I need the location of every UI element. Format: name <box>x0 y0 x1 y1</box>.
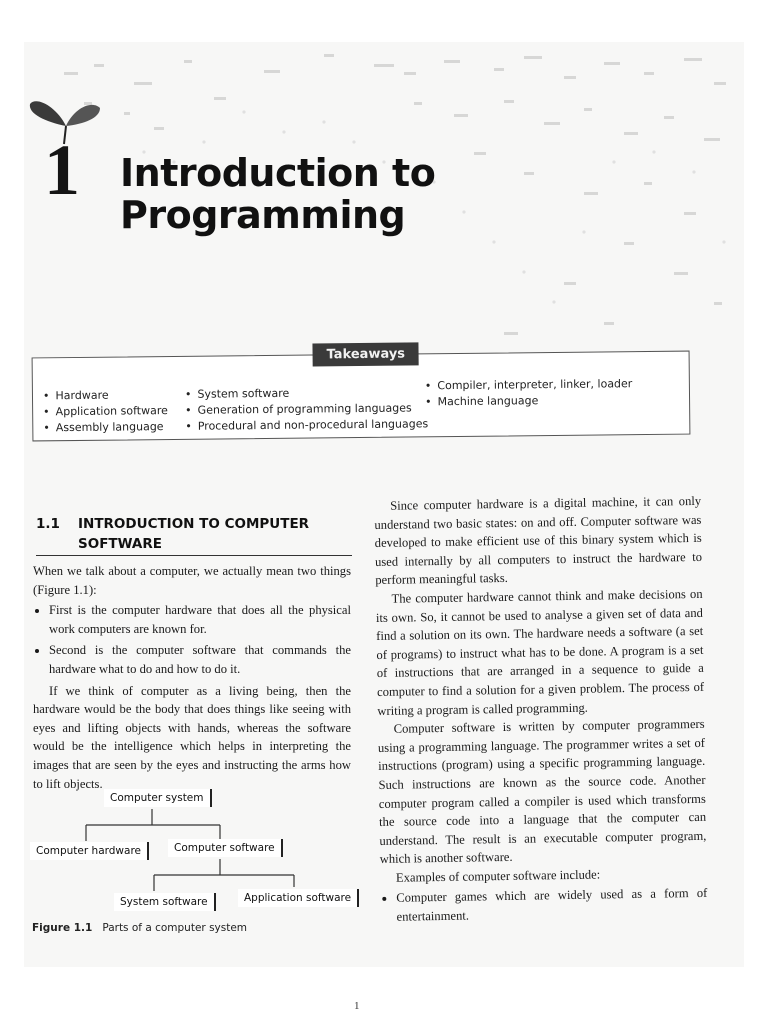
takeaway-item: • System software <box>185 384 428 403</box>
chapter-title-line-2: Programming <box>120 193 406 237</box>
takeaway-item: • Assembly language <box>43 419 168 436</box>
takeaway-item: • Machine language <box>425 392 633 410</box>
diagram-node-application-software: Application software <box>238 889 359 907</box>
takeaway-item: • Generation of programming languages <box>185 400 428 419</box>
takeaways-column-2 <box>185 384 428 435</box>
figure-caption-text: Parts of a computer system <box>102 922 248 934</box>
left-column <box>33 562 351 793</box>
diagram-node-computer-software: Computer software <box>168 839 283 857</box>
takeaways-column-1 <box>43 387 168 436</box>
computer-system-diagram <box>24 779 364 929</box>
book-page <box>24 42 744 967</box>
intro-paragraph: When we talk about a computer, we actually mean two things (Figure 1.1): <box>33 564 351 597</box>
page-number: 1 <box>354 1000 360 1012</box>
chapter-title <box>120 152 435 236</box>
section-number: 1.1 <box>36 516 60 532</box>
software-examples-list <box>380 884 708 926</box>
takeaways-label: Takeaways <box>312 342 419 366</box>
section-title-line-1: INTRODUCTION TO COMPUTER <box>78 516 310 532</box>
diagram-node-computer-hardware: Computer hardware <box>30 842 149 860</box>
paragraph: Examples of computer software include: <box>395 867 601 885</box>
list-item: • First is the computer hardware that does all the physical work computers are known for. <box>49 601 351 638</box>
figure-label: Figure 1.1 <box>32 922 93 934</box>
section-title-line-2: SOFTWARE <box>78 536 162 552</box>
right-column <box>374 492 708 930</box>
analogy-paragraph: If we think of computer as a living being, then the hardware would be the body that does things like seeing with eyes and lifting objects with hands, whereas the software would be the intelligence which helps in interpreting the images that are seen by the eyes and instructing the arms how to lift objects. <box>33 683 351 791</box>
takeaway-item: • Compiler, interpreter, linker, loader <box>425 376 633 394</box>
takeaway-item: • Hardware <box>43 387 168 404</box>
takeaways-column-3 <box>425 376 633 410</box>
takeaway-item: • Application software <box>43 403 168 420</box>
diagram-node-system-software: System software <box>114 893 216 911</box>
hardware-software-list <box>33 601 351 678</box>
paragraph: Computer software is written by computer programmers using a programming language. The programmer writes a set of instructions (program) using a specific programming language. Such instructions are known as the source code. Another computer program called a compiler is used which transforms the source code into a language that the computer can understand. The result is an executable computer program, which is another software. <box>377 716 707 867</box>
chapter-title-line-1: Introduction to <box>120 151 436 195</box>
takeaways-box <box>32 346 691 442</box>
diagram-node-computer-system: Computer system <box>104 789 212 807</box>
list-item: • Computer games which are widely used as a form of entertainment. <box>396 884 708 926</box>
chapter-number: 1 <box>44 130 80 210</box>
section-heading <box>36 514 352 556</box>
takeaway-item: • Procedural and non-procedural languages <box>185 416 428 435</box>
list-item: • Second is the computer software that commands the hardware what to do and how to do it. <box>49 641 351 678</box>
figure-caption <box>32 922 247 934</box>
paragraph: The computer hardware cannot think and make decisions on its own. So, it cannot be used to analyse a given set of data and find a solution on its own. The hardware needs a software (a set of programs) to instruct what has to be done. A program is a set of instructions that are arranged in a sequence to guide a computer to find a solution for a given problem. The process of writing a program is called programming. <box>375 586 705 718</box>
paragraph: Since computer hardware is a digital machine, it can only understand two basic states: on and off. Computer software was developed to make efficient use of this binary system which is used internally by all computers to instruct the hardware to perform meaningful tasks. <box>374 493 703 588</box>
